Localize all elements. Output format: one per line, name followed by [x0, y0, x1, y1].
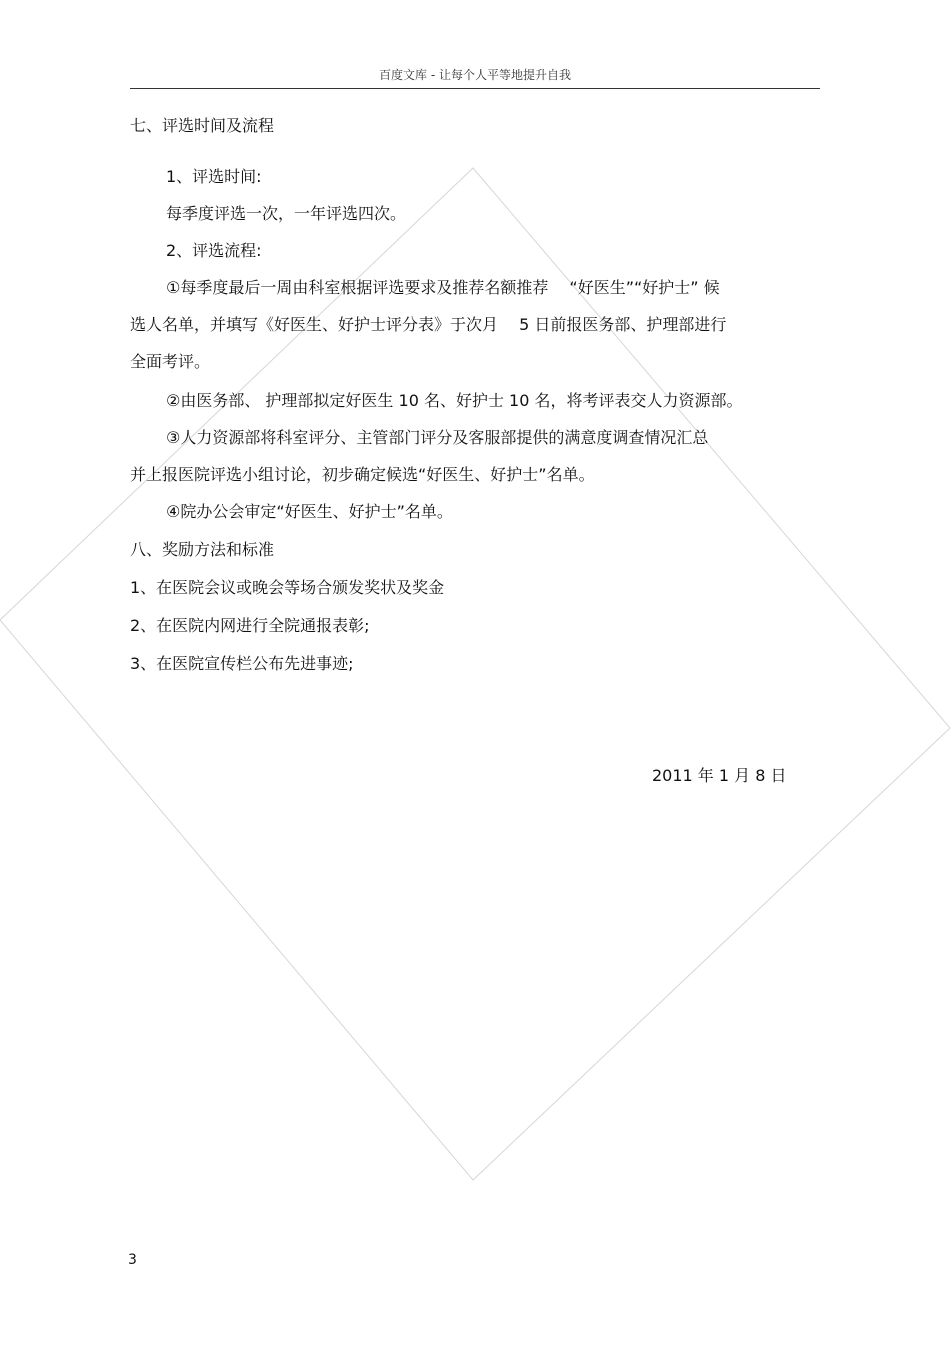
selection-time-text: 每季度评选一次，一年评选四次。	[166, 204, 407, 223]
step-two: ②由医务部、 护理部拟定好医生 10 名、好护士 10 名，将考评表交人力资源部。	[166, 391, 743, 410]
document-date: 2011 年 1 月 8 日	[652, 766, 787, 785]
step-three-line-one: ③人力资源部将科室评分、主管部门评分及客服部提供的满意度调查情况汇总	[166, 428, 709, 447]
step-three-line-two: 并上报医院评选小组讨论，初步确定候选“好医生、好护士”名单。	[130, 465, 595, 484]
section-eight-title: 八、奖励方法和标准	[130, 540, 275, 559]
page-header	[130, 66, 820, 89]
step-four: ④院办公会审定“好医生、好护士”名单。	[166, 502, 453, 521]
step-one-line-one: ①每季度最后一周由科室根据评选要求及推荐名额推荐 “好医生”“好护士” 候	[166, 278, 720, 297]
page-number: 3	[128, 1252, 137, 1268]
selection-flow-title: 2、评选流程:	[166, 241, 262, 260]
step-one-line-two: 选人名单，并填写《好医生、好护士评分表》于次月 5 日前报医务部、护理部进行	[130, 315, 727, 334]
header-text: 百度文库 - 让每个人平等地提升自我	[379, 68, 571, 82]
reward-item-three: 3、在医院宣传栏公布先进事迹;	[130, 654, 354, 673]
step-one-line-three: 全面考评。	[130, 352, 211, 371]
reward-item-two: 2、在医院内网进行全院通报表彰;	[130, 616, 370, 635]
selection-time-title: 1、评选时间:	[166, 167, 262, 186]
reward-item-one: 1、在医院会议或晚会等场合颁发奖状及奖金	[130, 578, 445, 597]
section-seven-title: 七、评选时间及流程	[130, 116, 275, 135]
